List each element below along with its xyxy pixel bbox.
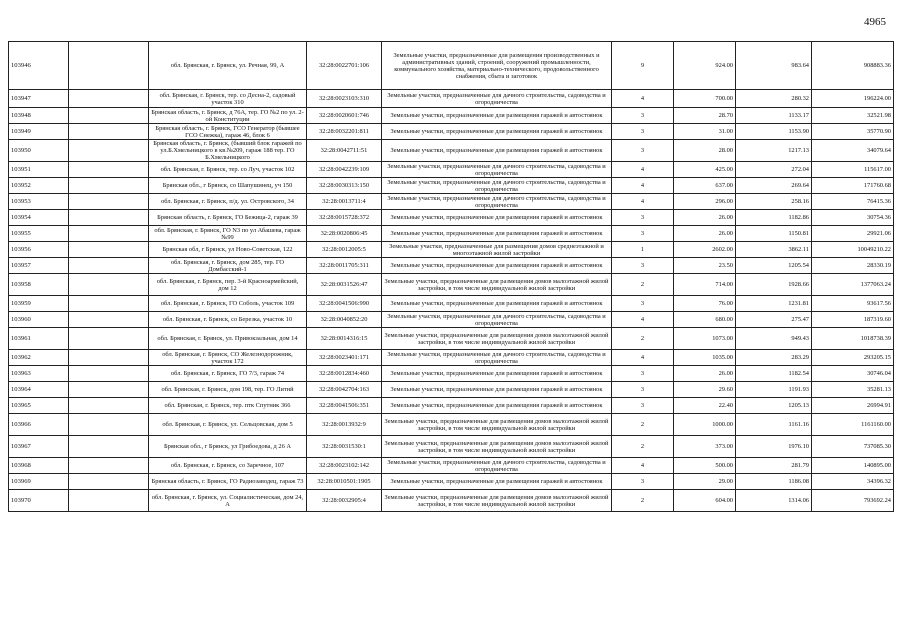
cadastral-value-cell: 908883.36 xyxy=(812,42,894,90)
object-number: 103961 xyxy=(9,328,69,350)
blank-cell xyxy=(69,382,149,398)
address-cell: обл. Брянская, г. Брянск, СО Железнодорожник, участок 172 xyxy=(149,350,307,366)
blank-cell xyxy=(69,436,149,458)
object-number: 103950 xyxy=(9,140,69,162)
address-cell: обл. Брянская, г. Брянск, дом 285, тер. ГО Домбасский-1 xyxy=(149,258,307,274)
area-cell: 26.00 xyxy=(674,366,736,382)
address-cell: обл. Брянская, г. Брянск, ул. Привокзальная, дом 14 xyxy=(149,328,307,350)
table-row xyxy=(9,296,894,312)
blank-cell xyxy=(69,258,149,274)
group-number-cell: 3 xyxy=(612,366,674,382)
table-row xyxy=(9,210,894,226)
table-row xyxy=(9,162,894,178)
cadastral-value-cell: 35281.13 xyxy=(812,382,894,398)
object-number: 103968 xyxy=(9,458,69,474)
blank-cell xyxy=(69,162,149,178)
cadastral-value-table xyxy=(8,41,894,512)
land-use-cell: Земельные участки, предназначенные для размещения домов среднеэтажной и многоэтажной жилой застройки xyxy=(382,242,612,258)
address-cell: Брянская область, г. Брянск, ГО Бежица-2, гараж 39 xyxy=(149,210,307,226)
object-number: 103969 xyxy=(9,474,69,490)
object-number: 103967 xyxy=(9,436,69,458)
cadastral-value-cell: 30746.04 xyxy=(812,366,894,382)
cadastral-number-cell: 32:28:0014316:15 xyxy=(307,328,382,350)
cadastral-number-cell: 32:28:0030313:150 xyxy=(307,178,382,194)
blank-cell xyxy=(69,42,149,90)
table-row xyxy=(9,350,894,366)
blank-cell xyxy=(69,474,149,490)
group-number-cell: 2 xyxy=(612,436,674,458)
cadastral-value-cell: 293205.15 xyxy=(812,350,894,366)
group-number-cell: 2 xyxy=(612,414,674,436)
address-cell: обл. Брянская, г. Брянск, тер. со Десна-2, садовый участок 310 xyxy=(149,90,307,108)
land-use-cell: Земельные участки, предназначенные для размещения домов малоэтажной жилой застройки, в том числе индивидуальной жилой застройки xyxy=(382,328,612,350)
specific-value-cell: 1153.90 xyxy=(736,124,812,140)
cadastral-number-cell: 32:28:0013932:9 xyxy=(307,414,382,436)
object-number: 103949 xyxy=(9,124,69,140)
area-cell: 31.00 xyxy=(674,124,736,140)
address-cell: обл. Брянская, г. Брянск, ГО Соболь, участок 109 xyxy=(149,296,307,312)
cadastral-number-cell: 32:28:0010501:1905 xyxy=(307,474,382,490)
group-number-cell: 2 xyxy=(612,490,674,512)
cadastral-value-cell: 30754.36 xyxy=(812,210,894,226)
cadastral-value-cell: 28330.19 xyxy=(812,258,894,274)
land-use-cell: Земельные участки, предназначенные для размещения гаражей и автостоянок xyxy=(382,258,612,274)
address-cell: обл. Брянская, г. Брянск, ул. Сельцовская, дом 5 xyxy=(149,414,307,436)
group-number-cell: 9 xyxy=(612,42,674,90)
object-number: 103964 xyxy=(9,382,69,398)
table-row xyxy=(9,274,894,296)
land-use-cell: Земельные участки, предназначенные для размещения гаражей и автостоянок xyxy=(382,398,612,414)
blank-cell xyxy=(69,490,149,512)
table-row xyxy=(9,414,894,436)
area-cell: 924.00 xyxy=(674,42,736,90)
area-cell: 425.00 xyxy=(674,162,736,178)
page-number: 4965 xyxy=(864,16,886,28)
specific-value-cell: 1205.54 xyxy=(736,258,812,274)
land-use-cell: Земельные участки, предназначенные для размещения домов малоэтажной жилой застройки, в том числе индивидуальной жилой застройки xyxy=(382,490,612,512)
address-cell: обл. Брянская, г. Брянск, тер. со Луч, участок 102 xyxy=(149,162,307,178)
specific-value-cell: 1182.86 xyxy=(736,210,812,226)
group-number-cell: 3 xyxy=(612,382,674,398)
object-number: 103956 xyxy=(9,242,69,258)
area-cell: 29.00 xyxy=(674,474,736,490)
group-number-cell: 3 xyxy=(612,124,674,140)
specific-value-cell: 1217.13 xyxy=(736,140,812,162)
specific-value-cell: 1231.81 xyxy=(736,296,812,312)
address-cell: обл. Брянская, г. Брянск, тер. птк Спутник 366 xyxy=(149,398,307,414)
table-row xyxy=(9,108,894,124)
specific-value-cell: 269.64 xyxy=(736,178,812,194)
object-number: 103962 xyxy=(9,350,69,366)
specific-value-cell: 1161.16 xyxy=(736,414,812,436)
land-use-cell: Земельные участки, предназначенные для размещения гаражей и автостоянок xyxy=(382,108,612,124)
blank-cell xyxy=(69,124,149,140)
address-cell: Брянская область, г. Брянск, ГО Радиозаводец, гараж 73 xyxy=(149,474,307,490)
cadastral-value-cell: 171760.68 xyxy=(812,178,894,194)
specific-value-cell: 949.43 xyxy=(736,328,812,350)
cadastral-value-cell: 32521.98 xyxy=(812,108,894,124)
specific-value-cell: 1150.81 xyxy=(736,226,812,242)
object-number: 103948 xyxy=(9,108,69,124)
land-use-cell: Земельные участки, предназначенные для размещения производственных и административных зданий, строений, сооружений промышленности, коммунального хозяйства, материально-технического, продовольственного снабжения, сбыта и заготовок xyxy=(382,42,612,90)
object-number: 103955 xyxy=(9,226,69,242)
cadastral-number-cell: 32:28:0015728:372 xyxy=(307,210,382,226)
area-cell: 680.00 xyxy=(674,312,736,328)
land-use-cell: Земельные участки, предназначенные для размещения домов малоэтажной жилой застройки, в том числе индивидуальной жилой застройки xyxy=(382,274,612,296)
cadastral-number-cell: 32:28:0040852:20 xyxy=(307,312,382,328)
area-cell: 22.40 xyxy=(674,398,736,414)
blank-cell xyxy=(69,108,149,124)
cadastral-number-cell: 32:28:0042239:109 xyxy=(307,162,382,178)
blank-cell xyxy=(69,458,149,474)
area-cell: 1000.00 xyxy=(674,414,736,436)
object-number: 103965 xyxy=(9,398,69,414)
cadastral-value-cell: 196224.00 xyxy=(812,90,894,108)
specific-value-cell: 281.79 xyxy=(736,458,812,474)
object-number: 103966 xyxy=(9,414,69,436)
table-row xyxy=(9,140,894,162)
object-number: 103953 xyxy=(9,194,69,210)
specific-value-cell: 272.04 xyxy=(736,162,812,178)
object-number: 103952 xyxy=(9,178,69,194)
land-use-cell: Земельные участки, предназначенные для дачного строительства, садоводства и огородничества xyxy=(382,350,612,366)
object-number: 103960 xyxy=(9,312,69,328)
land-use-cell: Земельные участки, предназначенные для размещения гаражей и автостоянок xyxy=(382,296,612,312)
cadastral-number-cell: 32:28:0031530:1 xyxy=(307,436,382,458)
cadastral-number-cell: 32:28:0023102:142 xyxy=(307,458,382,474)
land-use-cell: Земельные участки, предназначенные для дачного строительства, садоводства и огородничества xyxy=(382,178,612,194)
object-number: 103963 xyxy=(9,366,69,382)
specific-value-cell: 1191.93 xyxy=(736,382,812,398)
table-row xyxy=(9,90,894,108)
table-row xyxy=(9,458,894,474)
address-cell: обл. Брянская, г. Брянск, со Березка, участок 10 xyxy=(149,312,307,328)
address-cell: обл. Брянская, г. Брянск, дом 198, тер. ГО Литий xyxy=(149,382,307,398)
address-cell: обл. Брянская, г. Брянск, п/д. ул. Островского, 34 xyxy=(149,194,307,210)
cadastral-value-cell: 35770.90 xyxy=(812,124,894,140)
table-row xyxy=(9,366,894,382)
specific-value-cell: 3862.11 xyxy=(736,242,812,258)
table-row xyxy=(9,42,894,90)
cadastral-number-cell: 32:28:0012005:5 xyxy=(307,242,382,258)
area-cell: 637.00 xyxy=(674,178,736,194)
group-number-cell: 3 xyxy=(612,474,674,490)
group-number-cell: 4 xyxy=(612,90,674,108)
land-use-cell: Земельные участки, предназначенные для размещения гаражей и автостоянок xyxy=(382,226,612,242)
land-use-cell: Земельные участки, предназначенные для размещения гаражей и автостоянок xyxy=(382,210,612,226)
blank-cell xyxy=(69,90,149,108)
group-number-cell: 4 xyxy=(612,312,674,328)
area-cell: 23.50 xyxy=(674,258,736,274)
area-cell: 1073.00 xyxy=(674,328,736,350)
group-number-cell: 1 xyxy=(612,242,674,258)
object-number: 103959 xyxy=(9,296,69,312)
cadastral-value-cell: 793692.24 xyxy=(812,490,894,512)
cadastral-value-cell: 1161160.00 xyxy=(812,414,894,436)
blank-cell xyxy=(69,350,149,366)
area-cell: 76.00 xyxy=(674,296,736,312)
cadastral-value-cell: 34079.64 xyxy=(812,140,894,162)
object-number: 103946 xyxy=(9,42,69,90)
area-cell: 714.00 xyxy=(674,274,736,296)
cadastral-number-cell: 32:28:0031526:47 xyxy=(307,274,382,296)
area-cell: 296.00 xyxy=(674,194,736,210)
specific-value-cell: 1205.13 xyxy=(736,398,812,414)
group-number-cell: 4 xyxy=(612,350,674,366)
blank-cell xyxy=(69,226,149,242)
land-use-cell: Земельные участки, предназначенные для дачного строительства, садоводства и огородничества xyxy=(382,312,612,328)
blank-cell xyxy=(69,366,149,382)
area-cell: 26.00 xyxy=(674,210,736,226)
group-number-cell: 3 xyxy=(612,140,674,162)
table-row xyxy=(9,258,894,274)
cadastral-number-cell: 32:28:0012834:460 xyxy=(307,366,382,382)
cadastral-value-cell: 187319.60 xyxy=(812,312,894,328)
group-number-cell: 3 xyxy=(612,398,674,414)
cadastral-number-cell: 32:28:0042711:51 xyxy=(307,140,382,162)
area-cell: 604.00 xyxy=(674,490,736,512)
object-number: 103951 xyxy=(9,162,69,178)
blank-cell xyxy=(69,312,149,328)
group-number-cell: 3 xyxy=(612,210,674,226)
address-cell: Брянская обл., г Брянск, со Шапушинец, уч 150 xyxy=(149,178,307,194)
table-row xyxy=(9,242,894,258)
address-cell: Брянская область, г. Брянск, (бывший блок гаражей по ул.Б.Хмельницкого в кв.№209, гараж 188 тер. ГО Б.Хмельницкого xyxy=(149,140,307,162)
address-cell: Брянская область, г. Брянск, ГСО Генератор (бывшее ГСО Снежка), гараж 46, блок 6 xyxy=(149,124,307,140)
blank-cell xyxy=(69,414,149,436)
table-row xyxy=(9,436,894,458)
object-number: 103954 xyxy=(9,210,69,226)
area-cell: 28.00 xyxy=(674,140,736,162)
blank-cell xyxy=(69,328,149,350)
group-number-cell: 3 xyxy=(612,226,674,242)
cadastral-number-cell: 32:28:0023401:171 xyxy=(307,350,382,366)
group-number-cell: 2 xyxy=(612,328,674,350)
land-use-cell: Земельные участки, предназначенные для размещения гаражей и автостоянок xyxy=(382,124,612,140)
specific-value-cell: 1314.06 xyxy=(736,490,812,512)
address-cell: Брянская область, г. Брянск, д 76А, тер. ГО №2 по ул. 2-ой Конституции xyxy=(149,108,307,124)
area-cell: 700.00 xyxy=(674,90,736,108)
group-number-cell: 4 xyxy=(612,178,674,194)
cadastral-value-cell: 29921.06 xyxy=(812,226,894,242)
area-cell: 26.00 xyxy=(674,226,736,242)
specific-value-cell: 258.16 xyxy=(736,194,812,210)
cadastral-number-cell: 32:28:0022701:106 xyxy=(307,42,382,90)
table-row xyxy=(9,398,894,414)
table-row xyxy=(9,382,894,398)
area-cell: 500.00 xyxy=(674,458,736,474)
object-number: 103958 xyxy=(9,274,69,296)
area-cell: 373.00 xyxy=(674,436,736,458)
object-number: 103947 xyxy=(9,90,69,108)
specific-value-cell: 983.64 xyxy=(736,42,812,90)
area-cell: 1035.00 xyxy=(674,350,736,366)
area-cell: 29.60 xyxy=(674,382,736,398)
specific-value-cell: 1186.08 xyxy=(736,474,812,490)
specific-value-cell: 280.32 xyxy=(736,90,812,108)
group-number-cell: 4 xyxy=(612,162,674,178)
land-use-cell: Земельные участки, предназначенные для дачного строительства, садоводства и огородничества xyxy=(382,162,612,178)
specific-value-cell: 283.29 xyxy=(736,350,812,366)
group-number-cell: 3 xyxy=(612,296,674,312)
cadastral-value-cell: 140895.00 xyxy=(812,458,894,474)
land-use-cell: Земельные участки, предназначенные для размещения домов малоэтажной жилой застройки, в том числе индивидуальной жилой застройки xyxy=(382,414,612,436)
address-cell: обл. Брянская, г. Брянск, ул. Социалистическая, дом 24, А xyxy=(149,490,307,512)
cadastral-number-cell: 32:28:0041506:351 xyxy=(307,398,382,414)
cadastral-value-cell: 1377063.24 xyxy=(812,274,894,296)
blank-cell xyxy=(69,296,149,312)
land-use-cell: Земельные участки, предназначенные для дачного строительства, садоводства и огородничества xyxy=(382,194,612,210)
cadastral-value-cell: 737085.30 xyxy=(812,436,894,458)
group-number-cell: 2 xyxy=(612,274,674,296)
area-cell: 2602.00 xyxy=(674,242,736,258)
land-use-cell: Земельные участки, предназначенные для размещения гаражей и автостоянок xyxy=(382,366,612,382)
land-use-cell: Земельные участки, предназначенные для дачного строительства, садоводства и огородничества xyxy=(382,90,612,108)
object-number: 103957 xyxy=(9,258,69,274)
land-use-cell: Земельные участки, предназначенные для размещения гаражей и автостоянок xyxy=(382,382,612,398)
group-number-cell: 3 xyxy=(612,108,674,124)
cadastral-number-cell: 32:28:0020806:45 xyxy=(307,226,382,242)
cadastral-value-cell: 26994.91 xyxy=(812,398,894,414)
address-cell: обл. Брянская, г. Брянск, ул. Речная, 99, А xyxy=(149,42,307,90)
group-number-cell: 4 xyxy=(612,458,674,474)
address-cell: обл. Брянская, г. Брянск, ГО N3 по ул Абашева, гараж №99 xyxy=(149,226,307,242)
address-cell: обл. Брянская, г. Брянск, пер. 3-й Красноармейский, дом 12 xyxy=(149,274,307,296)
blank-cell xyxy=(69,178,149,194)
table-row xyxy=(9,490,894,512)
cadastral-number-cell: 32:28:0032905:4 xyxy=(307,490,382,512)
table-row xyxy=(9,328,894,350)
cadastral-value-cell: 1018738.39 xyxy=(812,328,894,350)
cadastral-value-cell: 34396.32 xyxy=(812,474,894,490)
address-cell: обл. Брянская, г. Брянск, ГО 7/3, гараж 74 xyxy=(149,366,307,382)
group-number-cell: 3 xyxy=(612,258,674,274)
cadastral-number-cell: 32:28:0023103:310 xyxy=(307,90,382,108)
specific-value-cell: 1976.10 xyxy=(736,436,812,458)
blank-cell xyxy=(69,398,149,414)
area-cell: 28.70 xyxy=(674,108,736,124)
cadastral-number-cell: 32:28:0041506:990 xyxy=(307,296,382,312)
cadastral-number-cell: 32:28:0042704:163 xyxy=(307,382,382,398)
group-number-cell: 4 xyxy=(612,194,674,210)
cadastral-number-cell: 32:28:0013711:4 xyxy=(307,194,382,210)
cadastral-value-cell: 10049210.22 xyxy=(812,242,894,258)
blank-cell xyxy=(69,242,149,258)
table-row xyxy=(9,226,894,242)
table-row xyxy=(9,312,894,328)
cadastral-number-cell: 32:28:0020601:746 xyxy=(307,108,382,124)
land-use-cell: Земельные участки, предназначенные для дачного строительства, садоводства и огородничества xyxy=(382,458,612,474)
specific-value-cell: 1182.54 xyxy=(736,366,812,382)
blank-cell xyxy=(69,140,149,162)
address-cell: обл. Брянская, г. Брянск, со Заречное, 107 xyxy=(149,458,307,474)
table-row xyxy=(9,178,894,194)
blank-cell xyxy=(69,210,149,226)
address-cell: Брянская обл., г Брянск, ул Грибоедова, д 26 А xyxy=(149,436,307,458)
object-number: 103970 xyxy=(9,490,69,512)
specific-value-cell: 275.47 xyxy=(736,312,812,328)
table-row xyxy=(9,474,894,490)
cadastral-value-cell: 115617.00 xyxy=(812,162,894,178)
address-cell: Брянская обл, г Брянск, ул Ново-Советская, 122 xyxy=(149,242,307,258)
blank-cell xyxy=(69,274,149,296)
table-row xyxy=(9,194,894,210)
specific-value-cell: 1928.66 xyxy=(736,274,812,296)
cadastral-value-cell: 76415.36 xyxy=(812,194,894,210)
cadastral-number-cell: 32:28:0011705:311 xyxy=(307,258,382,274)
cadastral-number-cell: 32:28:0032201:811 xyxy=(307,124,382,140)
land-use-cell: Земельные участки, предназначенные для размещения домов малоэтажной жилой застройки, в том числе индивидуальной жилой застройки xyxy=(382,436,612,458)
table-row xyxy=(9,124,894,140)
specific-value-cell: 1133.17 xyxy=(736,108,812,124)
land-use-cell: Земельные участки, предназначенные для размещения гаражей и автостоянок xyxy=(382,140,612,162)
blank-cell xyxy=(69,194,149,210)
land-use-cell: Земельные участки, предназначенные для размещения гаражей и автостоянок xyxy=(382,474,612,490)
cadastral-value-cell: 93617.56 xyxy=(812,296,894,312)
